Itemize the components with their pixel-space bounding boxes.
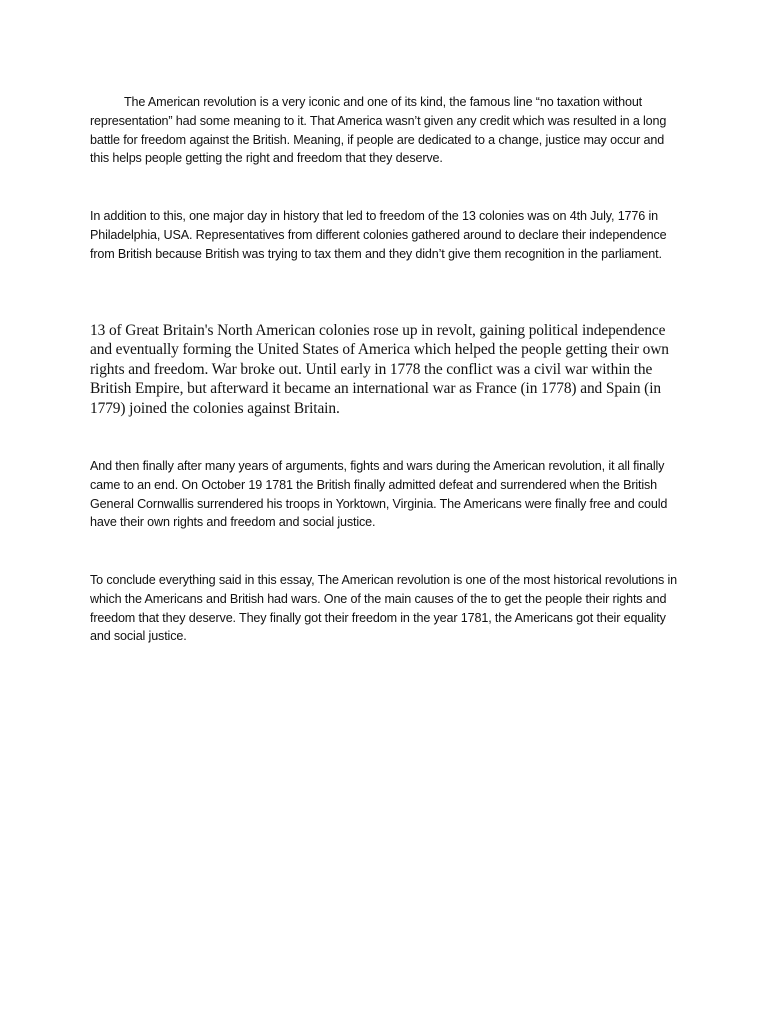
paragraph-introduction: The American revolution is a very iconic and one of its kind, the famous line “no taxation without representation” had some meaning to it. That America wasn’t given any credit which was resulted in a long battle for freedom against the British. Meaning, if people are dedicated to a change, justice may occur and this helps people getting the right and freedom that they deserve. — [90, 95, 667, 166]
paragraph-conclusion: To conclude everything said in this essay, The American revolution is one of the most historical revolutions in which the Americans and British had wars. One of the main causes of the to get the people their rights and freedom that they deserve. They finally got their freedom in the year 1781, the Americans got their equality and social justice. — [90, 573, 677, 644]
paragraph-independence-day: In addition to this, one major day in history that led to freedom of the 13 colonies was on 4th July, 1776 in Philadelphia, USA. Representatives from different colonies gathered around to declare their independence from British because British was trying to tax them and they didn’t give them recognition in the parliament. — [90, 209, 667, 261]
paragraph-revolt: 13 of Great Britain's North American colonies rose up in revolt, gaining political independence and eventually forming the United States of America which helped the people getting their own rights and freedom. War broke out. Until early in 1778 the conflict was a civil war within the British Empire, but afterward it became an international war as France (in 1778) and Spain (in 1779) joined the colonies against Britain. — [90, 322, 669, 417]
paragraph-end-of-war: And then finally after many years of arguments, fights and wars during the American revolution, it all finally came to an end. On October 19 1781 the British finally admitted defeat and surrendered when the British General Cornwallis surrendered his troops in Yorktown, Virginia. The Americans were finally free and could have their own rights and freedom and social justice. — [90, 459, 668, 530]
